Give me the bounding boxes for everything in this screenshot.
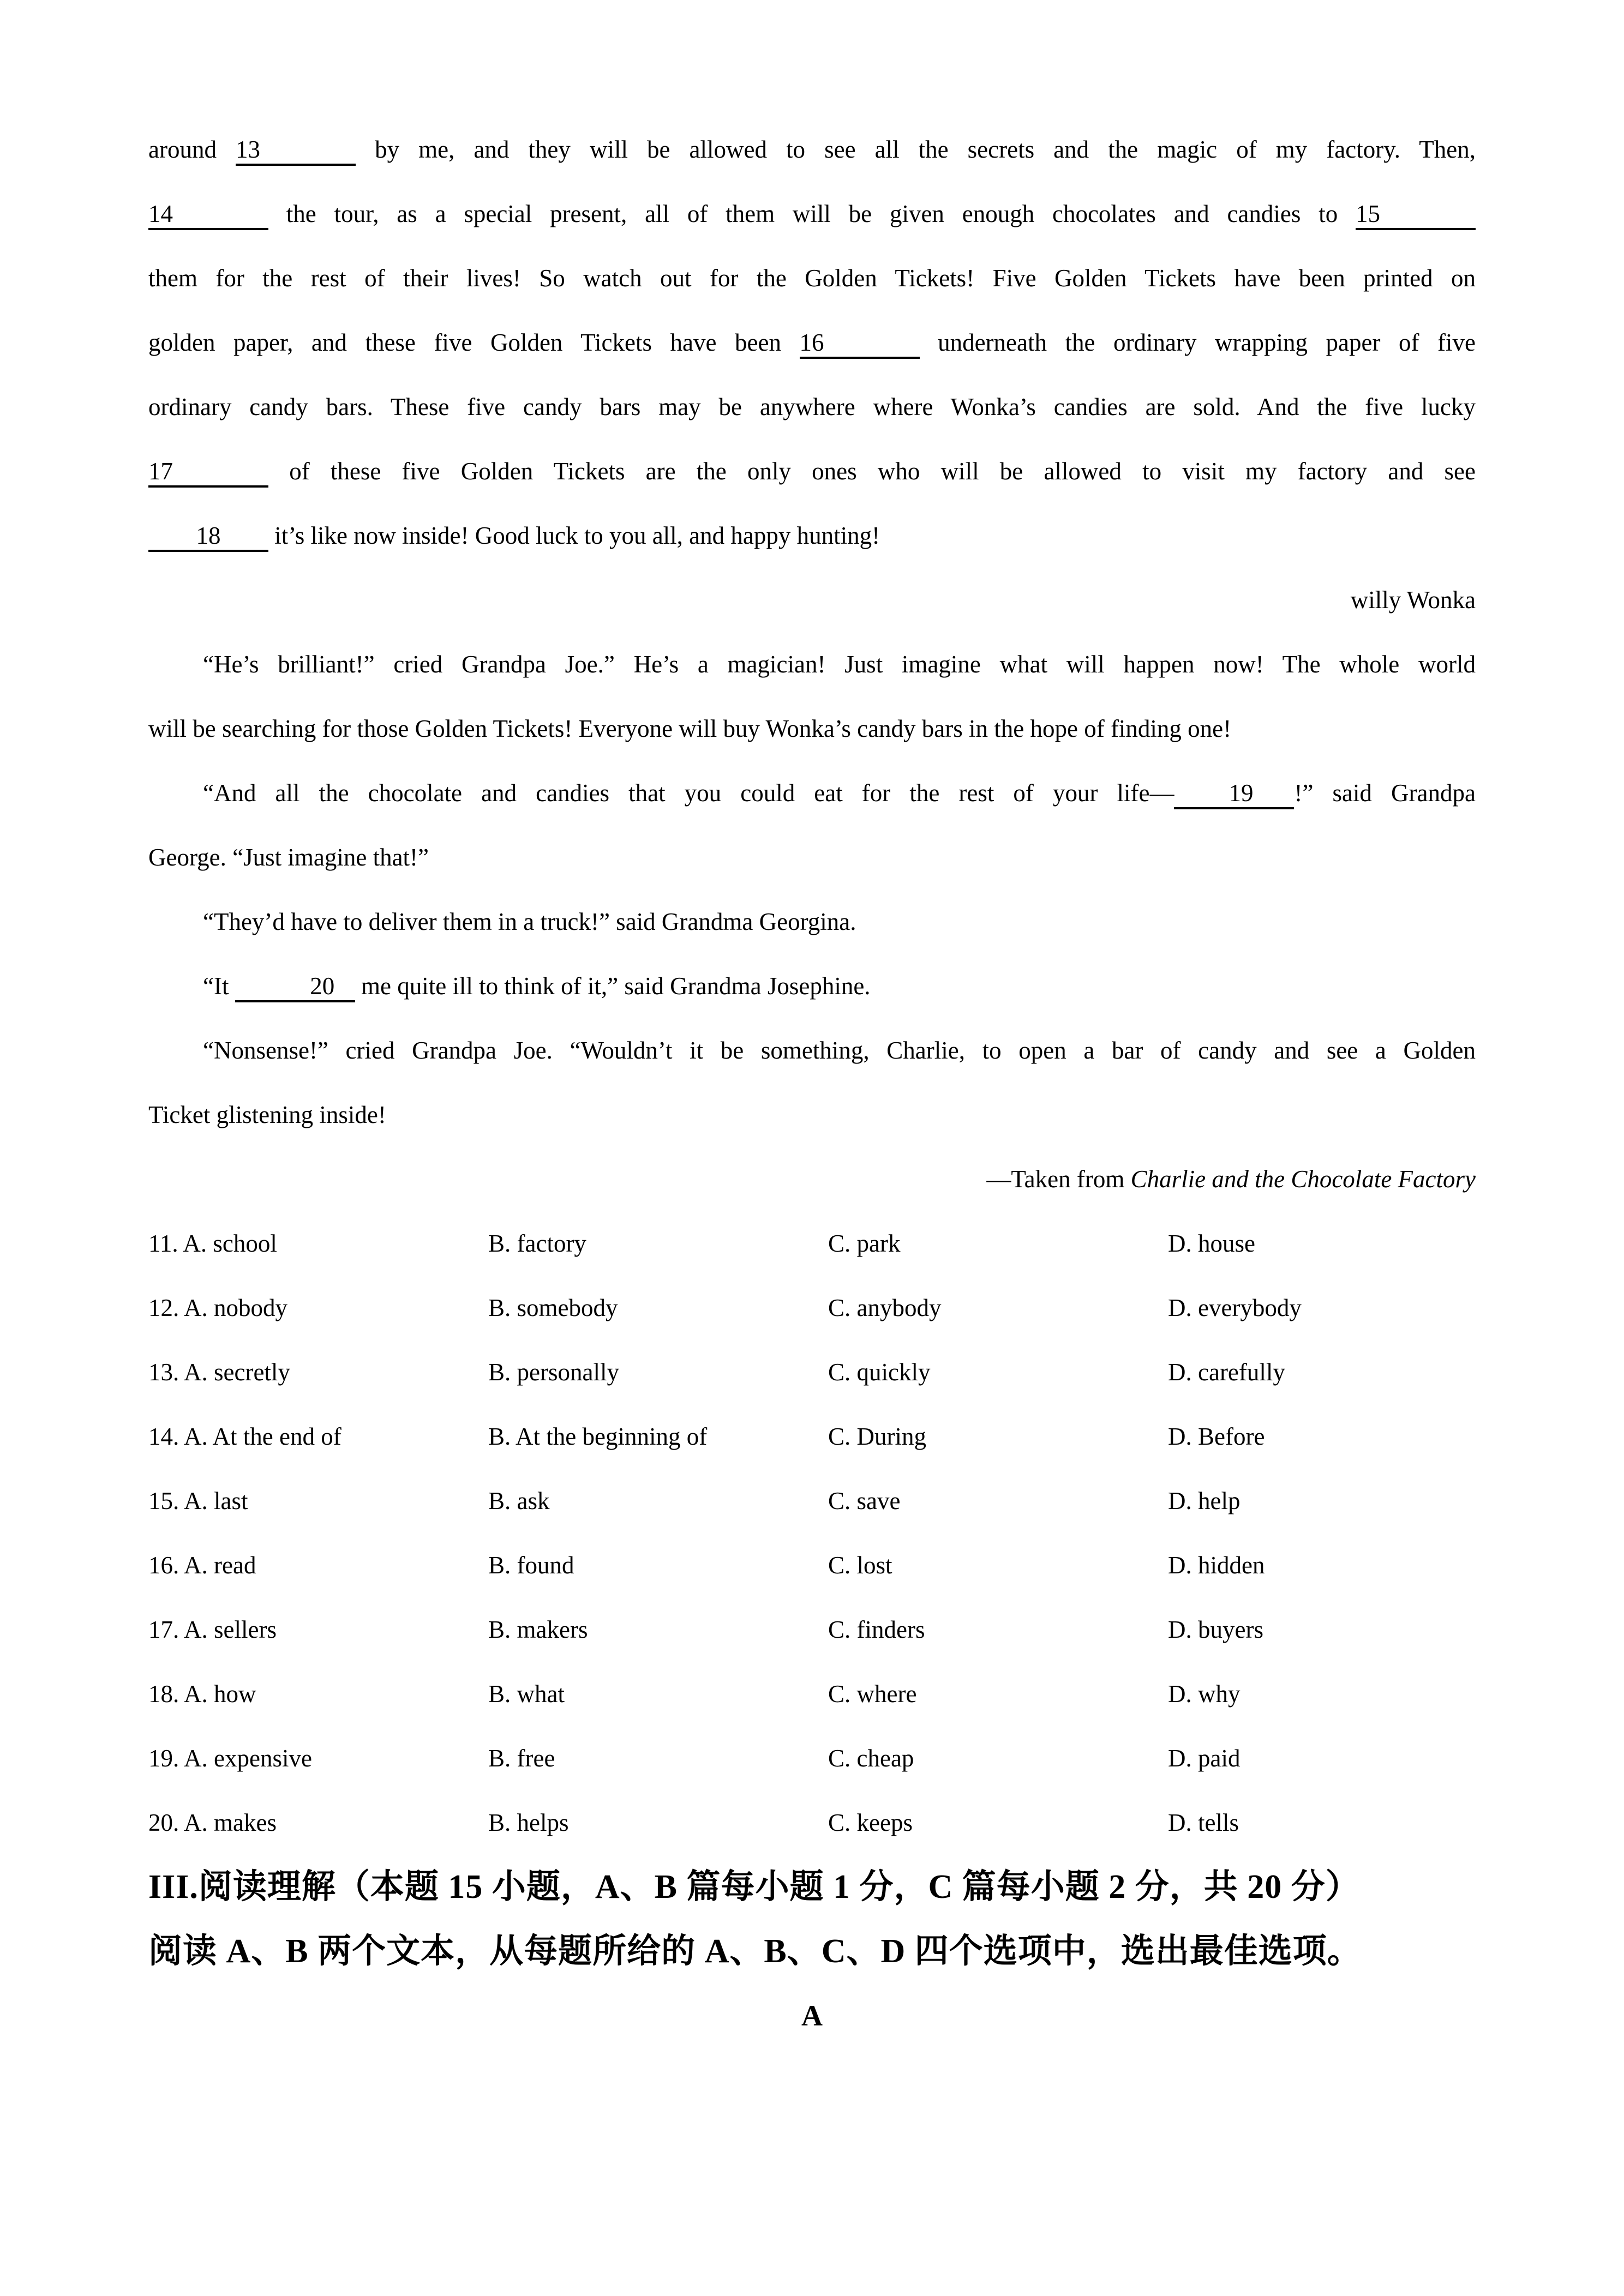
option-b: B. free	[488, 1745, 555, 1772]
source-line	[148, 1147, 1476, 1211]
passage-line	[148, 503, 1476, 568]
text-run: it’s like now inside! Good luck to you all, and happy hunting!	[268, 522, 880, 549]
blank-number: 15	[1356, 200, 1380, 227]
dialogue-line	[148, 696, 1476, 761]
blank-number: 16	[799, 329, 824, 356]
cloze-blank-17	[148, 457, 268, 488]
option-b: B. somebody	[488, 1294, 618, 1321]
option-c: C. keeps	[828, 1809, 913, 1836]
text-run: the tour, as a special present, all of them will be given enough chocolates and candies to	[268, 200, 1356, 227]
option-d: D. buyers	[1168, 1616, 1263, 1643]
passage-a-label: A	[801, 1999, 823, 2032]
source-prefix: —Taken from	[986, 1165, 1131, 1193]
dialogue-line	[148, 1083, 1476, 1147]
option-c: C. lost	[828, 1552, 892, 1579]
question-row-13	[148, 1340, 1476, 1404]
text-run: by me, and they will be allowed to see all the secrets and the magic of my factory. Then,	[356, 136, 1476, 163]
cloze-blank-15	[1356, 200, 1476, 230]
text-run: “And all the chocolate and candies that you could eat for the rest of your life—	[203, 779, 1174, 807]
text-run: !” said Grandpa	[1294, 779, 1476, 807]
option-b: B. ask	[488, 1487, 550, 1514]
text-run: me quite ill to think of it,” said Grandma Josephine.	[355, 972, 871, 1000]
cloze-blank-14	[148, 200, 268, 230]
option-b: B. what	[488, 1680, 565, 1708]
question-number-and-option-a: 16. A. read	[148, 1552, 256, 1579]
option-c: C. finders	[828, 1616, 925, 1643]
option-b: B. personally	[488, 1359, 619, 1386]
signature-line	[148, 568, 1476, 632]
text-run: Ticket glistening inside!	[148, 1101, 386, 1128]
option-d: D. help	[1168, 1487, 1241, 1514]
dialogue-paragraphs	[148, 632, 1476, 1147]
option-b: B. At the beginning of	[488, 1423, 708, 1450]
text-run: underneath the ordinary wrapping paper of five	[919, 329, 1476, 356]
dialogue-line	[148, 954, 1476, 1018]
blank-number: 13	[236, 136, 261, 163]
option-d: D. carefully	[1168, 1359, 1285, 1386]
text-run: “Nonsense!” cried Grandpa Joe. “Wouldn’t it be something, Charlie, to open a bar of candy and see a Golden	[203, 1037, 1476, 1064]
option-b: B. factory	[488, 1230, 586, 1257]
text-run: “They’d have to deliver them in a truck!” said Grandma Georgina.	[203, 908, 856, 935]
option-d: D. tells	[1168, 1809, 1239, 1836]
signature-text: willy Wonka	[1350, 586, 1476, 614]
dialogue-line	[148, 761, 1476, 825]
passage-line	[148, 375, 1476, 439]
question-number-and-option-a: 12. A. nobody	[148, 1294, 288, 1321]
text-run: will be searching for those Golden Tickets! Everyone will buy Wonka’s candy bars in the hope of finding one!	[148, 715, 1232, 742]
cloze-blank-19	[1174, 779, 1294, 809]
source-title: Charlie and the Chocolate Factory	[1130, 1165, 1476, 1193]
option-d: D. paid	[1168, 1745, 1241, 1772]
option-d: D. everybody	[1168, 1294, 1302, 1321]
option-c: C. anybody	[828, 1294, 942, 1321]
question-number-and-option-a: 15. A. last	[148, 1487, 248, 1514]
text-run: golden paper, and these five Golden Tickets have been	[148, 329, 800, 356]
question-number-and-option-a: 14. A. At the end of	[148, 1423, 341, 1450]
dialogue-line	[148, 1018, 1476, 1083]
question-row-15	[148, 1469, 1476, 1533]
question-row-18	[148, 1662, 1476, 1726]
dialogue-line	[148, 632, 1476, 696]
blank-number: 17	[148, 458, 173, 485]
text-run: “He’s brilliant!” cried Grandpa Joe.” He’s a magician! Just imagine what will happen now! The whole world	[203, 651, 1476, 678]
question-row-20	[148, 1790, 1476, 1855]
option-b: B. helps	[488, 1809, 569, 1836]
cloze-passage	[148, 117, 1476, 568]
option-d: D. house	[1168, 1230, 1255, 1257]
option-c: C. park	[828, 1230, 901, 1257]
text-run: of these five Golden Tickets are the only ones who will be allowed to visit my factory and see	[268, 458, 1476, 485]
question-number-and-option-a: 19. A. expensive	[148, 1745, 312, 1772]
cloze-blank-13	[236, 135, 356, 166]
question-number-and-option-a: 11. A. school	[148, 1230, 277, 1257]
passage-line	[148, 310, 1476, 375]
option-c: C. During	[828, 1423, 926, 1450]
question-number-and-option-a: 17. A. sellers	[148, 1616, 277, 1643]
section-heading: III.阅读理解（本题 15 小题，A、B 篇每小题 1 分，C 篇每小题 2 分，共 20 分）	[148, 1868, 1360, 1906]
option-c: C. cheap	[828, 1745, 914, 1772]
cloze-blank-20	[235, 972, 355, 1002]
option-c: C. where	[828, 1680, 917, 1708]
blank-number: 20	[310, 972, 335, 1000]
question-number-and-option-a: 20. A. makes	[148, 1809, 277, 1836]
option-d: D. hidden	[1168, 1552, 1265, 1579]
question-row-16	[148, 1533, 1476, 1597]
passage-line	[148, 246, 1476, 310]
page-content	[148, 117, 1476, 2048]
option-c: C. save	[828, 1487, 901, 1514]
passage-line	[148, 182, 1476, 246]
dialogue-line	[148, 825, 1476, 889]
section-instruction: 阅读 A、B 两个文本，从每题所给的 A、B、C、D 四个选项中，选出最佳选项。	[148, 1933, 1362, 1970]
blank-number: 19	[1229, 779, 1254, 807]
question-number-and-option-a: 13. A. secretly	[148, 1359, 290, 1386]
option-d: D. why	[1168, 1680, 1241, 1708]
question-number-and-option-a: 18. A. how	[148, 1680, 256, 1708]
question-row-17	[148, 1597, 1476, 1662]
question-row-11	[148, 1211, 1476, 1276]
option-c: C. quickly	[828, 1359, 931, 1386]
question-row-19	[148, 1726, 1476, 1790]
option-d: D. Before	[1168, 1423, 1265, 1450]
question-row-12	[148, 1276, 1476, 1340]
text-run: them for the rest of their lives! So watch out for the Golden Tickets! Five Golden Tickets have been printed on	[148, 265, 1476, 292]
blank-number: 14	[148, 200, 173, 227]
text-run: George. “Just imagine that!”	[148, 844, 429, 871]
blank-number: 18	[196, 522, 221, 549]
passage-line	[148, 117, 1476, 182]
cloze-blank-16	[800, 328, 920, 359]
question-row-14	[148, 1404, 1476, 1469]
dialogue-line	[148, 889, 1476, 954]
options-table	[148, 1211, 1476, 1855]
cloze-blank-18	[148, 521, 268, 552]
option-b: B. found	[488, 1552, 574, 1579]
passage-line	[148, 439, 1476, 503]
text-run: around	[148, 136, 236, 163]
option-b: B. makers	[488, 1616, 588, 1643]
text-run: “It	[203, 972, 235, 1000]
text-run: ordinary candy bars. These five candy bars may be anywhere where Wonka’s candies are sold. And the five lucky	[148, 393, 1476, 420]
